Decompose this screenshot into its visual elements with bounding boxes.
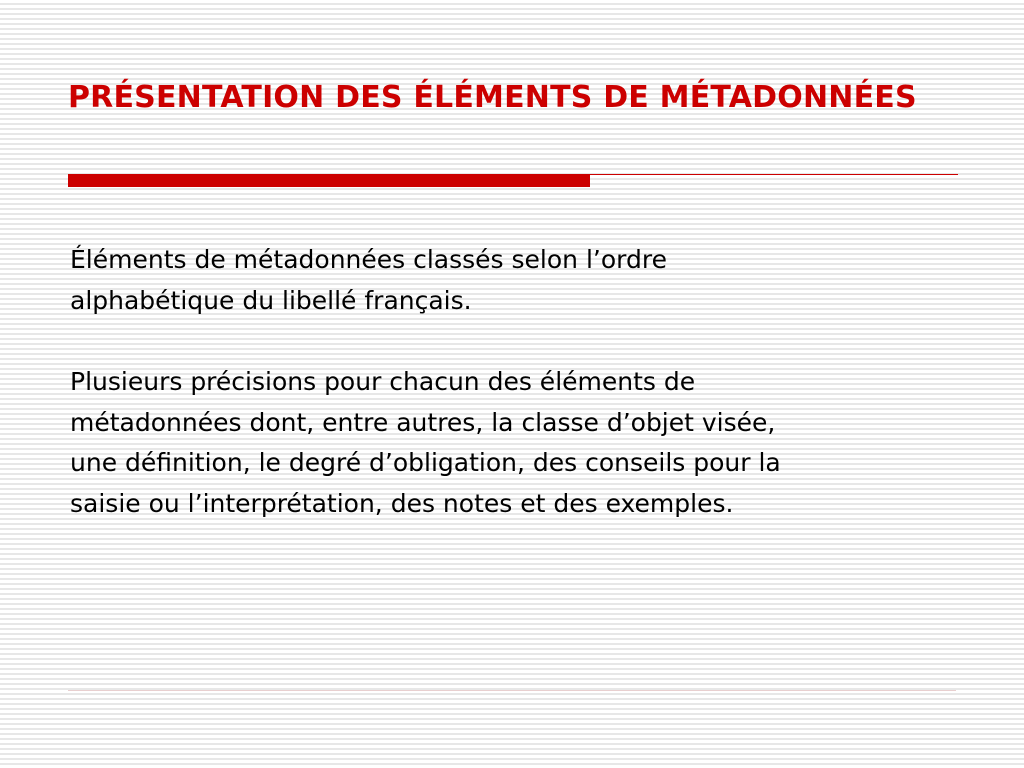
title-underline-thick	[68, 174, 590, 187]
slide-title: PRÉSENTATION DES ÉLÉMENTS DE MÉTADONNÉES	[68, 80, 917, 115]
slide-body	[70, 240, 970, 524]
text-line: une définition, le degré d’obligation, des conseils pour la	[70, 448, 781, 477]
text-line: métadonnées dont, entre autres, la classe d’objet visée,	[70, 407, 776, 437]
text-line: Plusieurs précisions pour chacun des éléments de	[70, 367, 696, 396]
text-line: saisie ou l’interprétation, des notes et des exemples.	[70, 488, 734, 518]
title-underline-thin	[590, 174, 958, 175]
paragraph-2	[70, 362, 970, 524]
text-line: alphabétique du libellé français.	[70, 285, 472, 315]
paragraph-1	[70, 240, 970, 321]
footer-divider	[68, 690, 956, 691]
text-line: Éléments de métadonnées classés selon l’ordre	[70, 245, 667, 274]
